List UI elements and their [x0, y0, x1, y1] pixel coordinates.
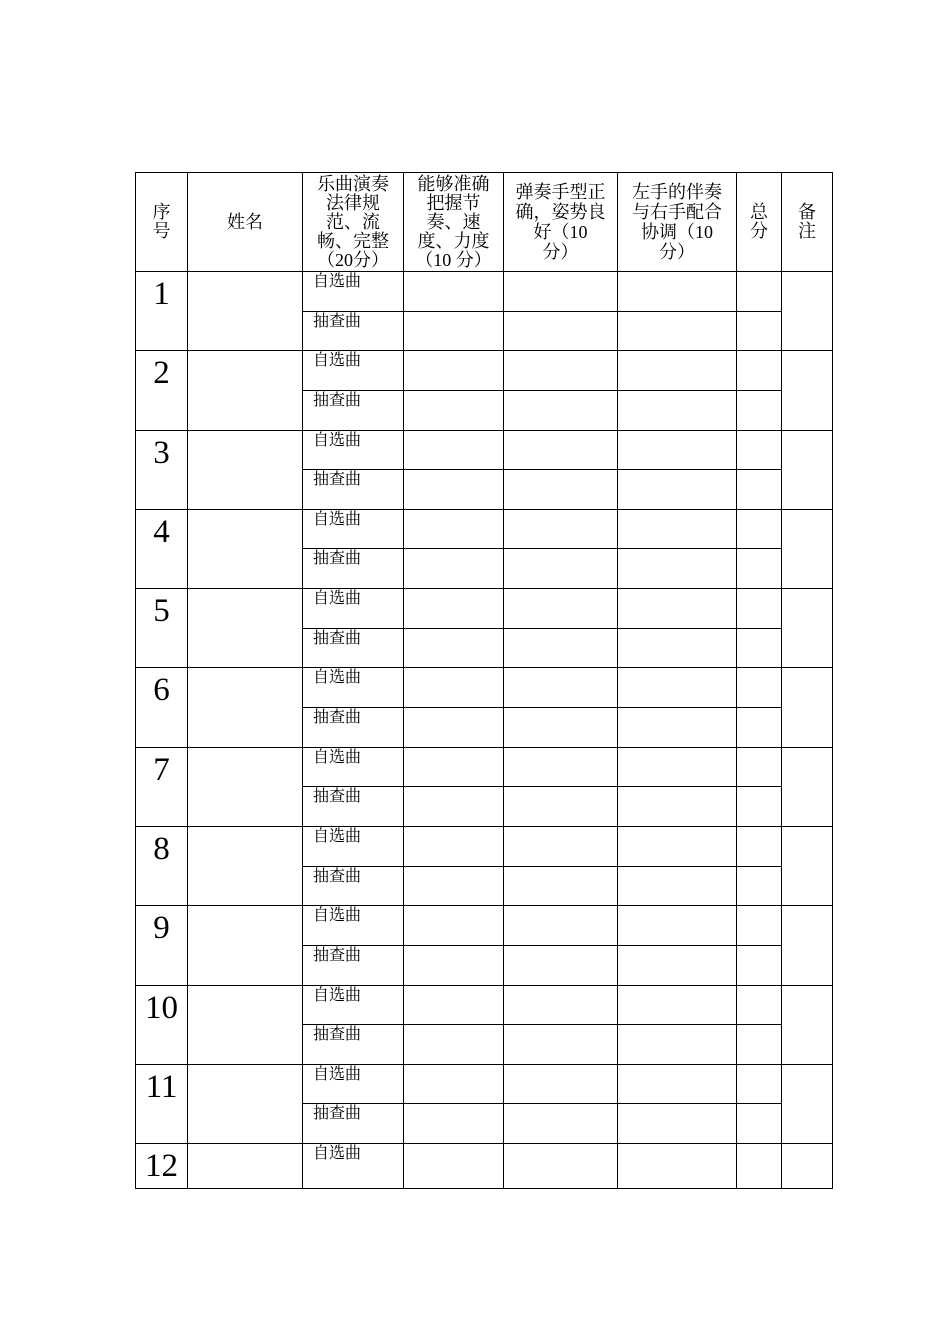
score-cell-1 [404, 708, 504, 748]
score-cell-3 [618, 787, 737, 827]
score-cell-1 [404, 549, 504, 589]
score-cell-3 [618, 470, 737, 510]
student-row [136, 985, 833, 1025]
score-cell-1 [404, 509, 504, 549]
student-name-cell [188, 351, 303, 430]
score-cell-1 [404, 866, 504, 906]
score-cell-1 [404, 1104, 504, 1144]
piece-label: 自选曲 [303, 1064, 404, 1104]
total-score-cell [782, 509, 833, 588]
score-cell-3 [618, 747, 737, 787]
score-cell-2 [504, 1144, 618, 1189]
score-cell-4 [737, 668, 782, 708]
row-number: 5 [136, 589, 188, 668]
student-name-cell [188, 906, 303, 985]
header-remark [782, 173, 833, 272]
total-score-cell [782, 589, 833, 668]
student-row [136, 1144, 833, 1189]
header-line: 确，姿势良 [515, 202, 606, 222]
score-cell-2 [504, 985, 618, 1025]
student-row [136, 430, 833, 470]
score-cell-4 [737, 628, 782, 668]
header-seq [136, 173, 188, 272]
score-cell-3 [618, 1144, 737, 1189]
header-line: 好（10 [533, 222, 588, 242]
student-row [136, 906, 833, 946]
score-cell-2 [504, 708, 618, 748]
student-name-cell [188, 747, 303, 826]
score-cell-4 [737, 351, 782, 391]
student-name-cell [188, 509, 303, 588]
score-cell-3 [618, 826, 737, 866]
header-name [188, 173, 303, 272]
piece-label: 抽查曲 [303, 866, 404, 906]
score-cell-3 [618, 1025, 737, 1065]
score-cell-3 [618, 906, 737, 946]
header-line: 分） [659, 242, 695, 262]
student-name-cell [188, 826, 303, 905]
header-line: 分 [750, 221, 768, 241]
header-line: 奏、速 [426, 211, 481, 232]
row-number: 11 [136, 1064, 188, 1143]
score-cell-3 [618, 668, 737, 708]
score-cell-3 [618, 866, 737, 906]
row-number: 9 [136, 906, 188, 985]
score-cell-1 [404, 351, 504, 391]
score-cell-1 [404, 1064, 504, 1104]
score-cell-1 [404, 985, 504, 1025]
score-cell-4 [737, 311, 782, 351]
piece-label: 自选曲 [303, 906, 404, 946]
score-cell-2 [504, 945, 618, 985]
piece-label: 抽查曲 [303, 787, 404, 827]
score-cell-4 [737, 866, 782, 906]
piece-label: 抽查曲 [303, 311, 404, 351]
total-score-cell [782, 906, 833, 985]
student-row [136, 272, 833, 312]
student-row [136, 668, 833, 708]
total-score-cell [782, 1064, 833, 1143]
score-cell-4 [737, 509, 782, 549]
header-line: 把握节 [426, 192, 481, 213]
piece-label: 抽查曲 [303, 390, 404, 430]
piece-label: 自选曲 [303, 430, 404, 470]
piece-label: 自选曲 [303, 1144, 404, 1189]
score-cell-3 [618, 1064, 737, 1104]
score-cell-3 [618, 509, 737, 549]
score-cell-4 [737, 272, 782, 312]
student-name-cell [188, 589, 303, 668]
score-cell-1 [404, 390, 504, 430]
score-cell-4 [737, 430, 782, 470]
piece-label: 抽查曲 [303, 1025, 404, 1065]
score-cell-2 [504, 311, 618, 351]
row-number: 1 [136, 272, 188, 351]
row-number: 8 [136, 826, 188, 905]
score-cell-4 [737, 1025, 782, 1065]
total-score-cell [782, 747, 833, 826]
score-table [135, 172, 833, 1189]
row-number: 4 [136, 509, 188, 588]
header-line: 总 [750, 202, 768, 222]
student-row [136, 1064, 833, 1104]
score-cell-1 [404, 1144, 504, 1189]
score-cell-3 [618, 549, 737, 589]
student-name-cell [188, 430, 303, 509]
row-number: 10 [136, 985, 188, 1064]
total-score-cell [782, 430, 833, 509]
piece-label: 自选曲 [303, 668, 404, 708]
student-row [136, 589, 833, 629]
header-line: 左手的伴奏 [632, 182, 722, 202]
header-line: 协调（10 [641, 222, 713, 242]
header-line: （10 分） [415, 249, 492, 270]
score-cell-2 [504, 866, 618, 906]
header-line: 能够准确 [417, 173, 490, 194]
score-cell-2 [504, 509, 618, 549]
score-cell-3 [618, 708, 737, 748]
score-cell-3 [618, 985, 737, 1025]
score-cell-3 [618, 628, 737, 668]
header-line: 弹奏手型正 [515, 182, 606, 202]
piece-label: 自选曲 [303, 351, 404, 391]
score-cell-2 [504, 1025, 618, 1065]
score-cell-3 [618, 390, 737, 430]
score-cell-2 [504, 787, 618, 827]
student-row [136, 826, 833, 866]
score-cell-3 [618, 430, 737, 470]
student-row [136, 351, 833, 391]
header-line: 畅、完整 [317, 230, 389, 251]
score-cell-4 [737, 1104, 782, 1144]
score-cell-3 [618, 945, 737, 985]
score-cell-2 [504, 628, 618, 668]
piece-label: 自选曲 [303, 747, 404, 787]
score-cell-2 [504, 549, 618, 589]
score-cell-2 [504, 1104, 618, 1144]
score-cell-1 [404, 668, 504, 708]
score-cell-1 [404, 787, 504, 827]
piece-label: 抽查曲 [303, 628, 404, 668]
score-cell-4 [737, 826, 782, 866]
piece-label: 自选曲 [303, 272, 404, 312]
score-cell-4 [737, 549, 782, 589]
score-cell-3 [618, 1104, 737, 1144]
score-cell-4 [737, 945, 782, 985]
total-score-cell [782, 351, 833, 430]
header-row [136, 173, 833, 272]
header-line: 分） [542, 242, 579, 262]
student-row [136, 509, 833, 549]
score-cell-1 [404, 1025, 504, 1065]
score-cell-4 [737, 985, 782, 1025]
header-line: 范、流 [326, 211, 380, 232]
row-number: 12 [136, 1144, 188, 1189]
score-cell-1 [404, 628, 504, 668]
piece-label: 自选曲 [303, 826, 404, 866]
score-cell-1 [404, 470, 504, 510]
total-score-cell [782, 668, 833, 747]
piece-label: 抽查曲 [303, 708, 404, 748]
row-number: 7 [136, 747, 188, 826]
header-hand-posture [504, 173, 618, 272]
score-cell-4 [737, 906, 782, 946]
score-cell-4 [737, 747, 782, 787]
student-name-cell [188, 1064, 303, 1143]
piece-label: 抽查曲 [303, 945, 404, 985]
score-cell-2 [504, 390, 618, 430]
score-cell-4 [737, 787, 782, 827]
score-cell-2 [504, 906, 618, 946]
student-row [136, 747, 833, 787]
student-name-cell [188, 668, 303, 747]
header-line: 注 [798, 221, 816, 241]
score-cell-4 [737, 390, 782, 430]
total-score-cell [782, 985, 833, 1064]
score-cell-2 [504, 668, 618, 708]
piece-label: 抽查曲 [303, 549, 404, 589]
score-cell-2 [504, 351, 618, 391]
score-cell-1 [404, 311, 504, 351]
score-cell-1 [404, 945, 504, 985]
score-cell-4 [737, 708, 782, 748]
header-name-label: 姓名 [227, 212, 263, 232]
score-cell-4 [737, 1144, 782, 1189]
score-cell-2 [504, 430, 618, 470]
total-score-cell [782, 826, 833, 905]
header-total [737, 173, 782, 272]
piece-label: 抽查曲 [303, 1104, 404, 1144]
score-cell-3 [618, 589, 737, 629]
row-number: 6 [136, 668, 188, 747]
header-seq-line: 号 [152, 221, 171, 241]
score-cell-2 [504, 470, 618, 510]
piece-label: 自选曲 [303, 985, 404, 1025]
header-line: 法律规 [326, 192, 380, 213]
score-cell-3 [618, 311, 737, 351]
score-cell-1 [404, 430, 504, 470]
header-line: 度、力度 [417, 230, 490, 251]
total-score-cell [782, 272, 833, 351]
score-cell-1 [404, 272, 504, 312]
student-name-cell [188, 272, 303, 351]
header-hand-coordination [618, 173, 737, 272]
header-rhythm-tempo-dynamics [404, 173, 504, 272]
score-cell-1 [404, 826, 504, 866]
header-line: （20分） [317, 249, 389, 270]
score-cell-1 [404, 589, 504, 629]
header-performance-standard [303, 173, 404, 272]
score-cell-3 [618, 351, 737, 391]
score-cell-4 [737, 589, 782, 629]
score-cell-2 [504, 272, 618, 312]
score-cell-4 [737, 470, 782, 510]
header-line: 乐曲演奏 [317, 173, 389, 194]
piece-label: 自选曲 [303, 589, 404, 629]
score-cell-4 [737, 1064, 782, 1104]
total-score-cell [782, 1144, 833, 1189]
header-seq-line: 序 [152, 202, 171, 222]
header-line: 备 [798, 202, 816, 222]
score-cell-2 [504, 1064, 618, 1104]
student-name-cell [188, 985, 303, 1064]
score-cell-2 [504, 826, 618, 866]
student-name-cell [188, 1144, 303, 1189]
row-number: 3 [136, 430, 188, 509]
score-cell-1 [404, 747, 504, 787]
score-cell-2 [504, 589, 618, 629]
header-line: 与右手配合 [632, 202, 722, 222]
score-cell-2 [504, 747, 618, 787]
score-cell-1 [404, 906, 504, 946]
piece-label: 抽查曲 [303, 470, 404, 510]
piece-label: 自选曲 [303, 509, 404, 549]
row-number: 2 [136, 351, 188, 430]
score-cell-3 [618, 272, 737, 312]
